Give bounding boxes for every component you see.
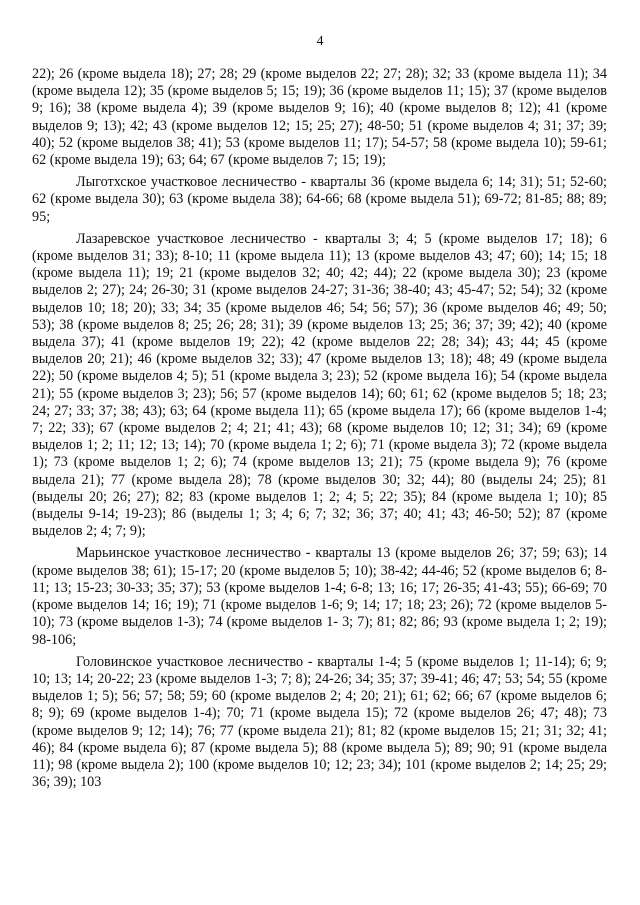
- document-body: [32, 66, 607, 796]
- paragraph-continuation: 22); 26 (кроме выдела 18); 27; 28; 29 (кроме выделов 22; 27; 28); 32; 33 (кроме выдела 11); 34 (кроме выдела 12); 35 (кроме выделов 5; 15; 19); 36 (кроме выделов 11; 15); 37 (кроме выделов 9; 16); 38 (кроме выдела 4); 39 (кроме выделов 9; 16); 40 (кроме выделов 8; 12); 41 (кроме выделов 9; 13); 42; 43 (кроме выделов 12; 15; 25; 27); 48-50; 51 (кроме выделов 4; 31; 37; 39; 40); 52 (кроме выделов 38; 41); 53 (кроме выделов 11; 17); 54-57; 58 (кроме выдела 10); 59-61; 62 (кроме выдела 19); 63; 64; 67 (кроме выделов 7; 15; 19);: [32, 66, 607, 169]
- paragraph-golovinskoe-forestry: Головинское участковое лесничество - кварталы 1-4; 5 (кроме выделов 1; 11-14); 6; 9; 10; 13; 14; 20-22; 23 (кроме выделов 1-3; 7; 8); 24-26; 34; 35; 37; 39-41; 46; 47; 53; 54; 55 (кроме выделов 1; 5); 56; 57; 58; 59; 60 (кроме выделов 2; 4; 20; 21); 61; 62; 66; 67 (кроме выделов 6; 8; 9); 69 (кроме выделов 1-4); 70; 71 (кроме выдела 15); 72 (кроме выделов 26; 47; 48); 73 (кроме выделов 9; 12; 14); 76; 77 (кроме выдела 21); 81; 82 (кроме выделов 15; 21; 31; 32; 41; 46); 84 (кроме выдела 6); 87 (кроме выдела 5); 88 (кроме выдела 5); 89; 90; 91 (кроме выдела 11); 98 (кроме выдела 2); 100 (кроме выделов 10; 12; 23; 34); 101 (кроме выделов 2; 14; 25; 29; 36; 39); 103: [32, 653, 607, 791]
- page-number: 4: [316, 34, 324, 49]
- paragraph-lygotkhskoe-forestry: Лыготхское участковое лесничество - кварталы 36 (кроме выдела 6; 14; 31); 51; 52-60; 62 (кроме выдела 30); 63 (кроме выдела 38); 64-66; 68 (кроме выдела 51); 69-72; 81-85; 88; 89; 95;: [32, 174, 607, 225]
- paragraph-lazarevskoe-forestry: Лазаревское участковое лесничество - кварталы 3; 4; 5 (кроме выделов 17; 18); 6 (кроме выделов 31; 33); 8-10; 11 (кроме выдела 11); 13 (кроме выделов 43; 47; 60); 14; 15; 18 (кроме выдела 11); 19; 21 (кроме выделов 32; 40; 42; 44); 22 (кроме выдела 30); 23 (кроме выделов 2; 27); 24; 26-30; 31 (кроме выделов 24-27; 31-36; 38-40; 43; 45-47; 52; 54); 32 (кроме выделов 10; 18; 20); 33; 34; 35 (кроме выделов 46; 54; 56; 57); 36 (кроме выделов 46; 49; 50; 53); 38 (кроме выделов 8; 25; 26; 28; 31); 39 (кроме выделов 13; 25; 36; 37; 39; 42); 40 (кроме выдела 37); 41 (кроме выделов 19; 22); 42 (кроме выделов 22; 28; 34); 43; 44; 45 (кроме выделов 20; 21); 46 (кроме выделов 32; 33); 47 (кроме выделов 13; 18); 48; 49 (кроме выдела 22); 50 (кроме выделов 4; 5); 51 (кроме выдела 3; 23); 52 (кроме выдела 16); 54 (кроме выдела 21); 55 (кроме выделов 3; 23); 56; 57 (кроме выделов 14); 60; 61; 62 (кроме выделов 5; 18; 23; 24; 27; 33; 37; 38; 43); 63; 64 (кроме выдела 11); 65 (кроме выдела 17); 66 (кроме выделов 1-4; 7; 22; 33); 67 (кроме выделов 2; 4; 21; 41; 43); 68 (кроме выделов 10; 12; 31; 34); 69 (кроме выделов 1; 2; 11; 12; 13; 14); 70 (кроме выдела 1; 2; 6); 71 (кроме выдела 3); 72 (кроме выдела 1); 73 (кроме выделов 1; 2; 6); 74 (кроме выделов 13; 21); 75 (кроме выдела 9); 76 (кроме выдела 21); 77 (кроме выдела 28); 78 (кроме выделов 30; 32; 44); 80 (выделы 24; 25); 81 (выделы 20; 26; 27); 82; 83 (кроме выделов 1; 2; 4; 5; 22; 35); 84 (кроме выдела 1; 10); 85 (выделы 9-14; 19-23); 86 (выделы 1; 3; 4; 6; 7; 32; 36; 37; 40; 41; 43; 46-50; 52); 87 (кроме выделов 2; 4; 7; 9);: [32, 230, 607, 540]
- paragraph-marinskoe-forestry: Марьинское участковое лесничество - кварталы 13 (кроме выделов 26; 37; 59; 63); 14 (кроме выделов 38; 61); 15-17; 20 (кроме выделов 5; 10); 38-42; 44-46; 52 (кроме выделов 6; 8-11; 13; 15-23; 30-33; 35; 37); 53 (кроме выделов 1-4; 6-8; 13; 16; 17; 26-35; 41-43; 55); 66-69; 70 (кроме выделов 14; 16; 19); 71 (кроме выделов 1-6; 9; 14; 17; 18; 23; 26); 72 (кроме выделов 5-10); 73 (кроме выделов 1-3); 74 (кроме выделов 1- 3; 7); 81; 82; 86; 93 (кроме выдела 1; 2; 19); 98-106;: [32, 545, 607, 648]
